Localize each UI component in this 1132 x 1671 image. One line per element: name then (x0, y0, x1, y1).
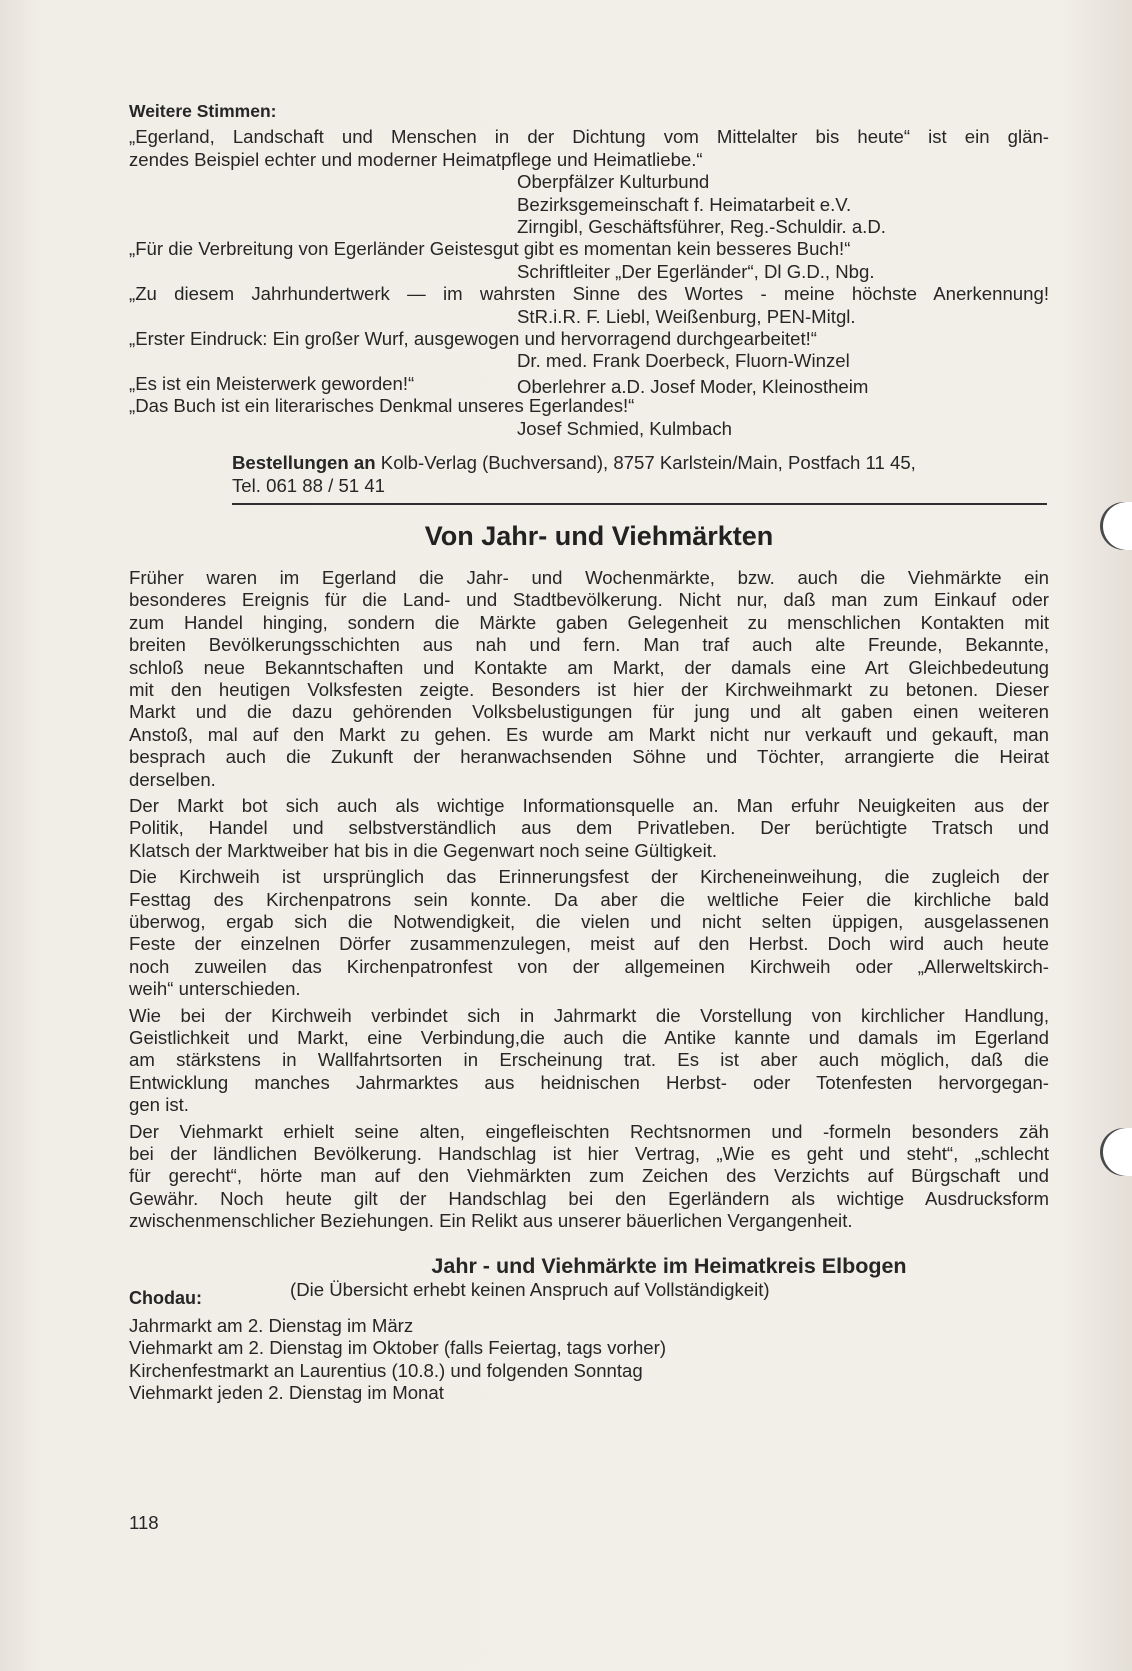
page-number: 118 (129, 1512, 159, 1533)
paragraph-line: breiten Bevölkerungsschichten aus nah und fern. Man traf auch alte Freunde, Bekannte, (129, 634, 1049, 656)
paragraph-line: bei der ländlichen Bevölkerung. Handschlag ist hier Vertrag, „Wie es geht und steht“, „schlecht (129, 1143, 1049, 1165)
paragraph-line: Anstoß, mal auf den Markt zu gehen. Es wurde am Markt nicht nur verkauft und gekauft, man (129, 723, 1049, 745)
markets-subheader (129, 1279, 1049, 1309)
paragraph-line: Der Viehmarkt erhielt seine alten, eingefleischten Rechtsnormen und -formeln besonders zäh (129, 1120, 1049, 1142)
paragraph-line: überwog, ergab sich die Notwendigkeit, die vielen und nicht selten üppigen, ausgelassenen (129, 911, 1049, 932)
signature-3: StR.i.R. F. Liebl, Weißenburg, PEN-Mitgl. (517, 305, 856, 327)
markets-list (129, 1315, 1049, 1405)
place-label: Chodau: (129, 1287, 202, 1308)
list-item: Viehmarkt am 2. Dienstag im Oktober (falls Feiertag, tags vorher) (129, 1337, 667, 1359)
page-content (129, 100, 1049, 1404)
paragraph-line: Politik, Handel und selbstverständlich aus dem Privatleben. Der berüchtigte Tratsch und (129, 817, 1049, 839)
paragraph-line: Geistlichkeit und Markt, eine Verbindung,die auch die Antike kannte und damals im Egerland (129, 1027, 1049, 1049)
order-info (129, 452, 1049, 497)
signature-4: Dr. med. Frank Doerbeck, Fluorn-Winzel (517, 350, 850, 372)
reviews-heading: Weitere Stimmen: (129, 101, 277, 121)
paragraph-line: Festtag des Kirchenpatrons sein konnte. Da aber die weltliche Feier die kirchliche bald (129, 888, 1049, 910)
paragraph-line: besprach auch die Zukunft der heranwachsenden Söhne und Töchter, arrangierte die Heirat (129, 746, 1049, 768)
punch-hole-top (1100, 502, 1132, 550)
paragraph-line: Markt und die dazu gehörenden Volksbelustigungen für jung und alt gaben einen weiteren (129, 701, 1049, 723)
signature-1-line-1: Oberpfälzer Kulturbund (517, 171, 710, 193)
signature-1-line-2: Bezirksgemeinschaft f. Heimatarbeit e.V. (517, 193, 852, 215)
quote-5: „Es ist ein Meisterwerk geworden!“ (129, 372, 415, 394)
reviews-section (129, 100, 1049, 440)
article-paragraph-1 (129, 567, 1049, 791)
signature-2: Schriftleiter „Der Egerländer“, Dl G.D., Nbg. (517, 260, 875, 282)
signature-5: Oberlehrer a.D. Josef Moder, Kleinostheim (517, 375, 869, 397)
paragraph-line: gen ist. (129, 1094, 189, 1116)
paragraph-line: Entwicklung manches Jahrmarktes aus heidnischen Herbst- oder Totenfesten hervorgegan- (129, 1071, 1049, 1093)
paragraph-line: am stärkstens in Wallfahrtsorten in Erscheinung trat. Es ist aber auch möglich, daß die (129, 1049, 1049, 1071)
section-divider (232, 503, 1047, 505)
article-title: Von Jahr- und Viehmärkten (424, 520, 774, 551)
quote-5-row (129, 373, 1049, 395)
signature-1-line-3: Zirngibl, Geschäftsführer, Reg.-Schuldir. a.D. (517, 216, 886, 238)
quote-6: „Das Buch ist ein literarisches Denkmal unseres Egerlandes!“ (129, 395, 635, 417)
paragraph-line: für gerecht“, hörte man auf den Viehmärkten zum Zeichen des Verzichts auf Bürgschaft und (129, 1165, 1049, 1187)
paragraph-line: Der Markt bot sich auch als wichtige Informationsquelle an. Man erfuhr Neuigkeiten aus der (129, 794, 1049, 816)
paragraph-line: zum Handel hinging, sondern die Märkte gaben Gelegenheit zu menschlichen Kontakten mit (129, 611, 1049, 633)
quote-4: „Erster Eindruck: Ein großer Wurf, ausgewogen und hervorragend durchgearbeitet!“ (129, 328, 817, 350)
order-phone: Tel. 061 88 / 51 41 (232, 474, 385, 496)
markets-note: (Die Übersicht erhebt keinen Anspruch auf Vollständigkeit) (290, 1278, 770, 1300)
article-paragraph-3 (129, 866, 1049, 1000)
paragraph-line: Früher waren im Egerland die Jahr- und Wochenmärkte, bzw. auch die Viehmärkte ein (129, 566, 1049, 588)
quote-2: „Für die Verbreitung von Egerländer Geistesgut gibt es momentan kein besseres Buch!“ (129, 238, 851, 260)
order-label: Bestellungen an (232, 452, 376, 474)
list-item: Kirchenfestmarkt an Laurentius (10.8.) und folgenden Sonntag (129, 1359, 643, 1381)
list-item: Jahrmarkt am 2. Dienstag im März (129, 1314, 414, 1336)
list-item: Viehmarkt jeden 2. Dienstag im Monat (129, 1381, 444, 1403)
quote-1-line-2: zendes Beispiel echter und moderner Heimatpflege und Heimatliebe.“ (129, 148, 703, 170)
paragraph-line: Klatsch der Marktweiber hat bis in die Gegenwart noch seine Gültigkeit. (129, 839, 718, 861)
order-address: Kolb-Verlag (Buchversand), 8757 Karlstein/Main, Postfach 11 45, (380, 452, 916, 474)
article-paragraph-2 (129, 795, 1049, 862)
article-paragraph-4 (129, 1005, 1049, 1117)
paragraph-line: Wie bei der Kirchweih verbindet sich in Jahrmarkt die Vorstellung von kirchlicher Handlung, (129, 1004, 1049, 1026)
paragraph-line: Feste der einzelnen Dörfer zusammenzulegen, meist auf den Herbst. Doch wird auch heute (129, 933, 1049, 955)
markets-title: Jahr - und Viehmärkte im Heimatkreis Elbogen (431, 1253, 907, 1278)
signature-6: Josef Schmied, Kulmbach (517, 417, 732, 439)
paragraph-line: derselben. (129, 768, 216, 790)
paragraph-line: besonderes Ereignis für die Land- und Stadtbevölkerung. Nicht nur, daß man zum Einkauf oder (129, 589, 1049, 611)
quote-3: „Zu diesem Jahrhundertwerk — im wahrsten Sinne des Wortes - meine höchste Anerkennung! (129, 283, 1049, 305)
paragraph-line: weih“ unterschieden. (129, 978, 301, 1000)
article-paragraph-5 (129, 1121, 1049, 1233)
paragraph-line: noch zuweilen das Kirchenpatronfest von der allgemeinen Kirchweih oder „Allerweltskirch- (129, 955, 1049, 977)
order-line (232, 452, 1049, 474)
punch-hole-bottom (1100, 1128, 1132, 1176)
paragraph-line: Die Kirchweih ist ursprünglich das Erinnerungsfest der Kircheneinweihung, die zugleich der (129, 866, 1049, 888)
quote-1-line-1: „Egerland, Landschaft und Menschen in der Dichtung vom Mittelalter bis heute“ ist ein glän- (129, 126, 1049, 148)
paragraph-line: zwischenmenschlicher Beziehungen. Ein Relikt aus unserer bäuerlichen Vergangenheit. (129, 1210, 853, 1232)
paragraph-line: Gewähr. Noch heute gilt der Handschlag bei den Egerländern als wichtige Ausdrucksform (129, 1187, 1049, 1209)
paragraph-line: mit den heutigen Volksfesten zeigte. Besonders ist hier der Kirchweihmarkt zu betonen. Dieser (129, 678, 1049, 700)
paragraph-line: schloß neue Bekanntschaften und Kontakte am Markt, der damals eine Art Gleichbedeutung (129, 656, 1049, 678)
